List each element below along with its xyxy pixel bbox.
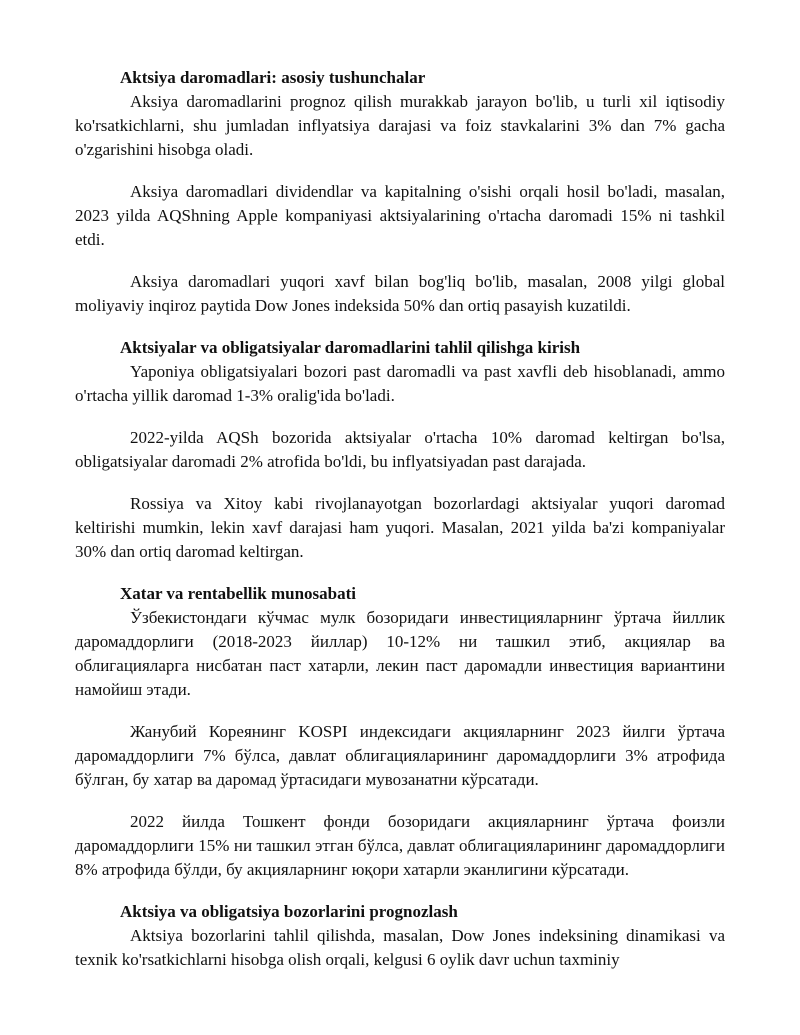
section-risk-return bbox=[75, 582, 725, 882]
paragraph: Rossiya va Xitoy kabi rivojlanayotgan bozorlardagi aktsiyalar yuqori daromad keltirishi mumkin, lekin xavf darajasi ham yuqori. Masalan, 2021 yilda ba'zi kompaniyalar 30% dan ortiq daromad keltirgan. bbox=[75, 494, 725, 561]
document-page bbox=[75, 66, 725, 990]
section-stocks-bonds-analysis bbox=[75, 336, 725, 564]
paragraph: Жанубий Кореянинг KOSPI индексидаги акцияларнинг 2023 йилги ўртача даромаддорлиги 7% бўлса, давлат облигацияларининг даромаддорлиги 3% атрофида бўлган, бу хатар ва даромад ўртасидаги мувозанатни кўрсатади. bbox=[75, 722, 725, 789]
section-stock-returns bbox=[75, 66, 725, 318]
paragraph: Ўзбекистондаги кўчмас мулк бозоридаги инвестицияларнинг ўртача йиллик даромаддорлиги (2018-2023 йиллар) 10-12% ни ташкил этиб, акциялар ва облигацияларга нисбатан паст хатарли, лекин паст даромадли инвестиция вариантини намойиш этади. bbox=[75, 608, 725, 699]
section-heading: Aktsiyalar va obligatsiyalar daromadlarini tahlil qilishga kirish bbox=[120, 338, 581, 357]
section-heading: Aktsiya va obligatsiya bozorlarini prognozlash bbox=[120, 902, 458, 921]
paragraph: Aksiya daromadlari yuqori xavf bilan bog'liq bo'lib, masalan, 2008 yilgi global moliyaviy inqiroz paytida Dow Jones indeksida 50% dan ortiq pasayish kuzatildi. bbox=[75, 272, 725, 315]
paragraph: Aktsiya bozorlarini tahlil qilishda, masalan, Dow Jones indeksining dinamikasi va texnik ko'rsatkichlarni hisobga olish orqali, kelgusi 6 oylik davr uchun taxminiy bbox=[75, 926, 725, 969]
paragraph: 2022 йилда Тошкент фонди бозоридаги акцияларнинг ўртача фоизли даромаддорлиги 15% ни ташкил этган бўлса, давлат облигацияларининг даромаддорлиги 8% атрофида бўлди, бу акцияларнинг юқори хатарли эканлигини кўрсатади. bbox=[75, 812, 725, 879]
paragraph: Yaponiya obligatsiyalari bozori past daromadli va past xavfli deb hisoblanadi, ammo o'rtacha yillik daromad 1-3% oralig'ida bo'ladi. bbox=[75, 362, 725, 405]
section-market-forecasting bbox=[75, 900, 725, 972]
paragraph: 2022-yilda AQSh bozorida aktsiyalar o'rtacha 10% daromad keltirgan bo'lsa, obligatsiyalar daromadi 2% atrofida bo'ldi, bu inflyatsiyadan past darajada. bbox=[75, 428, 725, 471]
section-heading: Aktsiya daromadlari: asosiy tushunchalar bbox=[120, 68, 426, 87]
paragraph: Aksiya daromadlarini prognoz qilish murakkab jarayon bo'lib, u turli xil iqtisodiy ko'rsatkichlarni, shu jumladan inflyatsiya darajasi va foiz stavkalarini 3% dan 7% gacha o'zgarishini hisobga oladi. bbox=[75, 92, 725, 159]
paragraph: Aksiya daromadlari dividendlar va kapitalning o'sishi orqali hosil bo'ladi, masalan, 2023 yilda AQShning Apple kompaniyasi aktsiyalarining o'rtacha daromadi 15% ni tashkil etdi. bbox=[75, 182, 725, 249]
section-heading: Xatar va rentabellik munosabati bbox=[120, 584, 356, 603]
